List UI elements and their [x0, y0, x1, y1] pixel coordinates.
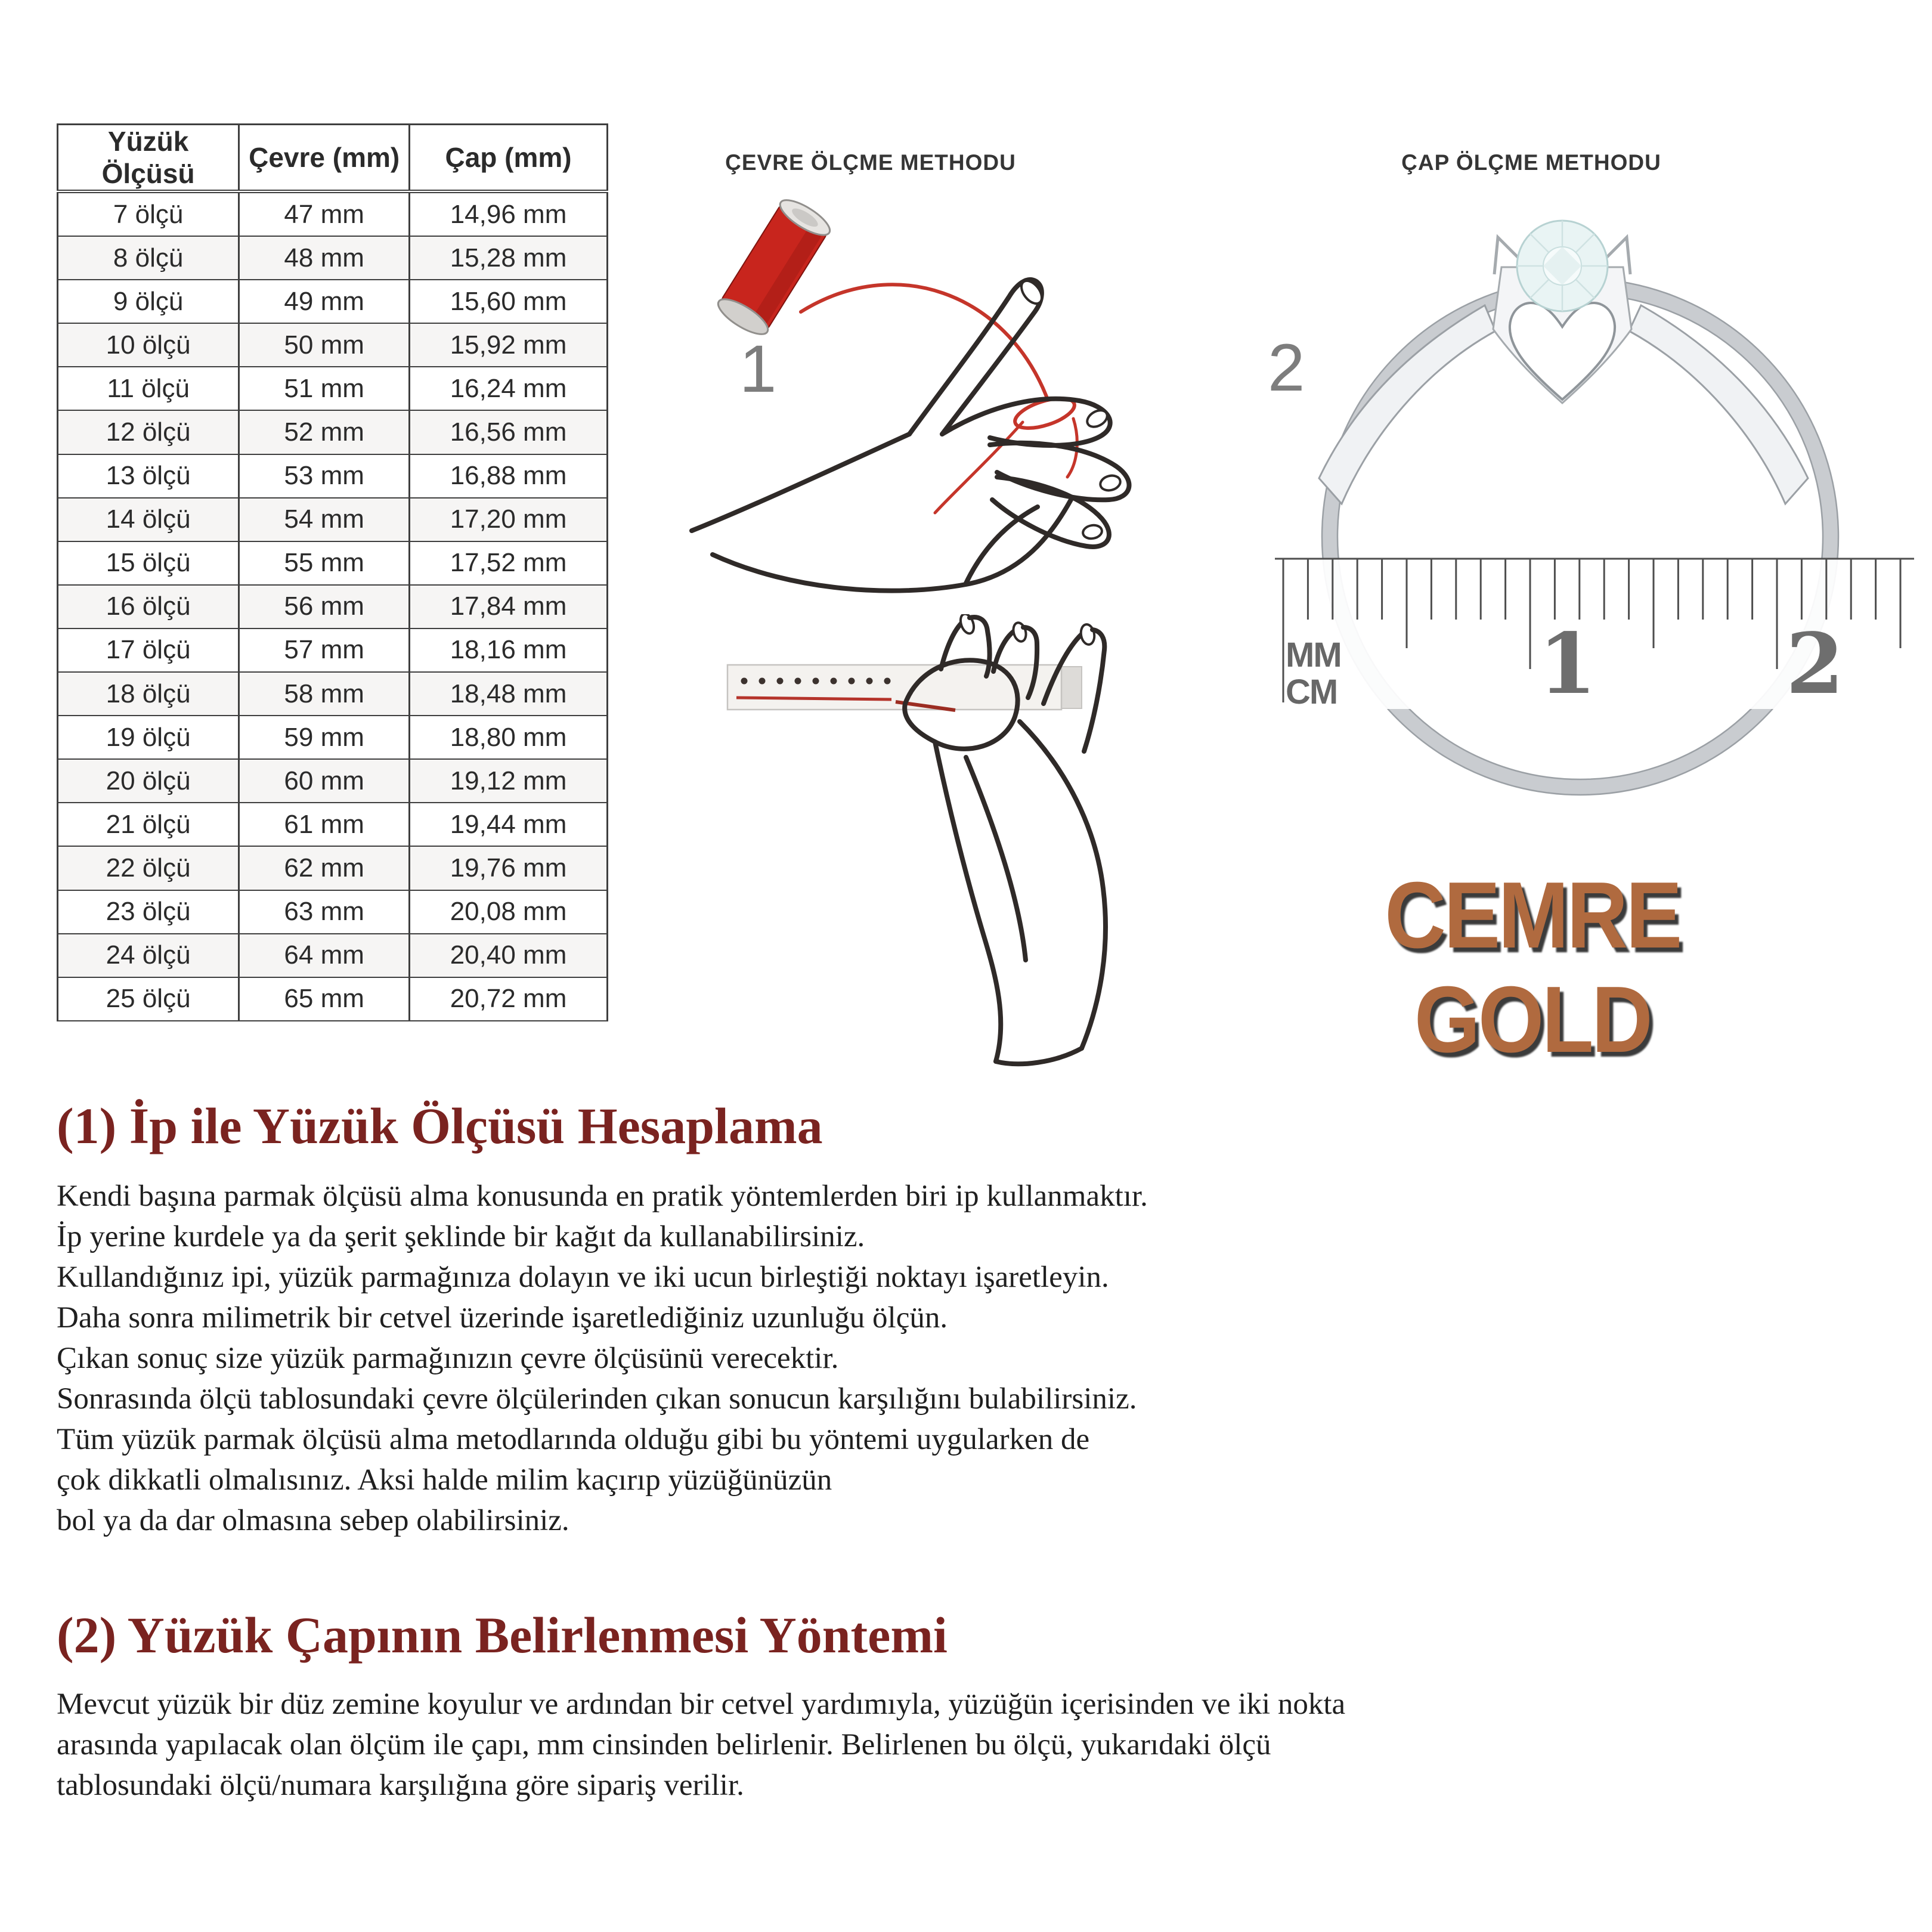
paragraph-line: çok dikkatli olmalısınız. Aksi halde milim kaçırıp yüzüğünüzün — [57, 1463, 832, 1497]
table-cell: 48 mm — [239, 236, 410, 280]
table-header-cell: Çap (mm) — [410, 125, 608, 192]
paragraph-line: arasında yapılacak olan ölçüm ile çapı, mm cinsinden belirlenir. Belirlenen bu ölçü, yukarıdaki ölçü — [57, 1728, 1271, 1761]
table-cell: 49 mm — [239, 280, 410, 323]
paragraph-line: İp yerine kurdele ya da şerit şeklinde bir kağıt da kullanabilirsiniz. — [57, 1220, 865, 1253]
thread-spool-icon — [713, 197, 834, 340]
table-cell: 17,20 mm — [410, 498, 608, 541]
table-cell: 25 ölçü — [58, 977, 239, 1021]
table-cell: 18,48 mm — [410, 672, 608, 716]
table-row — [58, 803, 608, 846]
paragraph-line: Daha sonra milimetrik bir cetvel üzerinde işaretlediğiniz uzunluğu ölçün. — [57, 1301, 948, 1335]
table-row — [58, 672, 608, 716]
ruler-mm-label: MM — [1286, 636, 1341, 674]
table-cell: 17,52 mm — [410, 541, 608, 585]
paragraph-line: Kendi başına parmak ölçüsü alma konusunda en pratik yöntemlerden biri ip kullanmaktır. — [57, 1179, 1148, 1213]
paragraph-line: Çıkan sonuç size yüzük parmağınızın çevre ölçüsünü verecektir. — [57, 1342, 839, 1375]
section-2-heading: (2) Yüzük Çapının Belirlenmesi Yöntemi — [57, 1606, 948, 1664]
table-cell: 51 mm — [239, 367, 410, 410]
table-cell: 18,16 mm — [410, 628, 608, 672]
table-cell: 63 mm — [239, 890, 410, 934]
table-cell: 61 mm — [239, 803, 410, 846]
table-cell: 20,40 mm — [410, 934, 608, 977]
paragraph-line: Sonrasında ölçü tablosundaki çevre ölçülerinden çıkan sonucun karşılığını bulabilirsiniz. — [57, 1382, 1137, 1416]
table-cell: 20,72 mm — [410, 977, 608, 1021]
paragraph-line: tablosundaki ölçü/numara karşılığına göre sipariş verilir. — [57, 1769, 744, 1802]
table-cell: 15 ölçü — [58, 541, 239, 585]
table-cell: 15,28 mm — [410, 236, 608, 280]
table-row — [58, 280, 608, 323]
table-cell: 19,44 mm — [410, 803, 608, 846]
table-cell: 13 ölçü — [58, 454, 239, 498]
paragraph-line: Mevcut yüzük bir düz zemine koyulur ve ardından bir cetvel yardımıyla, yüzüğün içerisinden ve iki nokta — [57, 1688, 1346, 1721]
ruler — [1275, 559, 1914, 713]
table-cell: 11 ölçü — [58, 367, 239, 410]
table-cell: 58 mm — [239, 672, 410, 716]
table-row — [58, 323, 608, 367]
paragraph-line: bol ya da dar olmasına sebep olabilirsiniz. — [57, 1504, 569, 1537]
table-cell: 19,12 mm — [410, 759, 608, 803]
table-cell: 15,60 mm — [410, 280, 608, 323]
table-row — [58, 410, 608, 454]
hand-pinching-ruler-illustration — [686, 614, 1252, 1073]
table-row — [58, 977, 608, 1021]
ring-size-table-head — [58, 125, 608, 192]
strip-dots — [741, 678, 891, 685]
section-1-heading: (1) İp ile Yüzük Ölçüsü Hesaplama — [57, 1097, 823, 1154]
table-row — [58, 585, 608, 628]
table-cell: 62 mm — [239, 846, 410, 890]
table-cell: 60 mm — [239, 759, 410, 803]
table-cell: 15,92 mm — [410, 323, 608, 367]
table-cell: 16,56 mm — [410, 410, 608, 454]
table-cell: 7 ölçü — [58, 191, 239, 236]
table-cell: 24 ölçü — [58, 934, 239, 977]
table-row — [58, 716, 608, 759]
table-row — [58, 498, 608, 541]
table-header-cell: Çevre (mm) — [239, 125, 410, 192]
table-row — [58, 191, 608, 236]
table-cell: 17 ölçü — [58, 628, 239, 672]
table-cell: 16 ölçü — [58, 585, 239, 628]
table-cell: 12 ölçü — [58, 410, 239, 454]
brand-line-1: CEMRE — [1385, 863, 1680, 968]
ring-size-table — [57, 123, 608, 1021]
ring-size-table-body — [58, 191, 608, 1021]
table-cell: 65 mm — [239, 977, 410, 1021]
table-cell: 19 ölçü — [58, 716, 239, 759]
brand-logo — [1366, 863, 1699, 1072]
table-cell: 59 mm — [239, 716, 410, 759]
table-cell: 9 ölçü — [58, 280, 239, 323]
table-cell: 19,76 mm — [410, 846, 608, 890]
diameter-method-title: ÇAP ÖLÇME METHODU — [1401, 150, 1661, 175]
ruler-cm-label: CM — [1286, 673, 1337, 711]
table-cell: 18 ölçü — [58, 672, 239, 716]
table-cell: 17,84 mm — [410, 585, 608, 628]
ring-on-ruler-illustration — [1228, 203, 1914, 817]
ring-left-shoulder — [1319, 305, 1496, 504]
table-cell: 23 ölçü — [58, 890, 239, 934]
table-cell: 21 ölçü — [58, 803, 239, 846]
step-1-numeral: 1 — [739, 332, 777, 406]
table-cell: 16,88 mm — [410, 454, 608, 498]
diamond-icon — [1517, 221, 1608, 311]
table-cell: 56 mm — [239, 585, 410, 628]
table-row — [58, 628, 608, 672]
table-cell: 47 mm — [239, 191, 410, 236]
circumference-method-title: ÇEVRE ÖLÇME METHODU — [725, 150, 1016, 175]
table-cell: 52 mm — [239, 410, 410, 454]
table-row — [58, 367, 608, 410]
table-cell: 50 mm — [239, 323, 410, 367]
table-cell: 53 mm — [239, 454, 410, 498]
section-1-body — [57, 1176, 1148, 1541]
table-cell: 18,80 mm — [410, 716, 608, 759]
ruler-number-2: 2 — [1786, 615, 1844, 713]
table-cell: 54 mm — [239, 498, 410, 541]
paragraph-line: Tüm yüzük parmak ölçüsü alma metodlarında olduğu gibi bu yöntemi uygularken de — [57, 1423, 1090, 1456]
table-row — [58, 541, 608, 585]
table-cell: 20,08 mm — [410, 890, 608, 934]
table-row — [58, 846, 608, 890]
table-cell: 57 mm — [239, 628, 410, 672]
table-row — [58, 236, 608, 280]
hand-with-thread-illustration — [656, 197, 1222, 650]
table-cell: 64 mm — [239, 934, 410, 977]
table-row — [58, 759, 608, 803]
table-cell: 10 ölçü — [58, 323, 239, 367]
table-row — [58, 454, 608, 498]
table-cell: 16,24 mm — [410, 367, 608, 410]
table-row — [58, 934, 608, 977]
table-cell: 14 ölçü — [58, 498, 239, 541]
table-cell: 20 ölçü — [58, 759, 239, 803]
ruler-number-1: 1 — [1538, 615, 1597, 713]
paragraph-line: Kullandığınız ipi, yüzük parmağınıza dolayın ve iki ucun birleştiği noktayı işaretleyin. — [57, 1261, 1109, 1294]
brand-line-2: GOLD — [1414, 967, 1651, 1072]
section-2-body — [57, 1684, 1345, 1806]
table-row — [58, 890, 608, 934]
table-cell: 22 ölçü — [58, 846, 239, 890]
table-cell: 55 mm — [239, 541, 410, 585]
table-header-cell: Yüzük Ölçüsü — [58, 125, 239, 192]
table-header-row — [58, 125, 608, 192]
table-cell: 8 ölçü — [58, 236, 239, 280]
step-2-numeral: 2 — [1268, 330, 1305, 405]
table-cell: 14,96 mm — [410, 191, 608, 236]
